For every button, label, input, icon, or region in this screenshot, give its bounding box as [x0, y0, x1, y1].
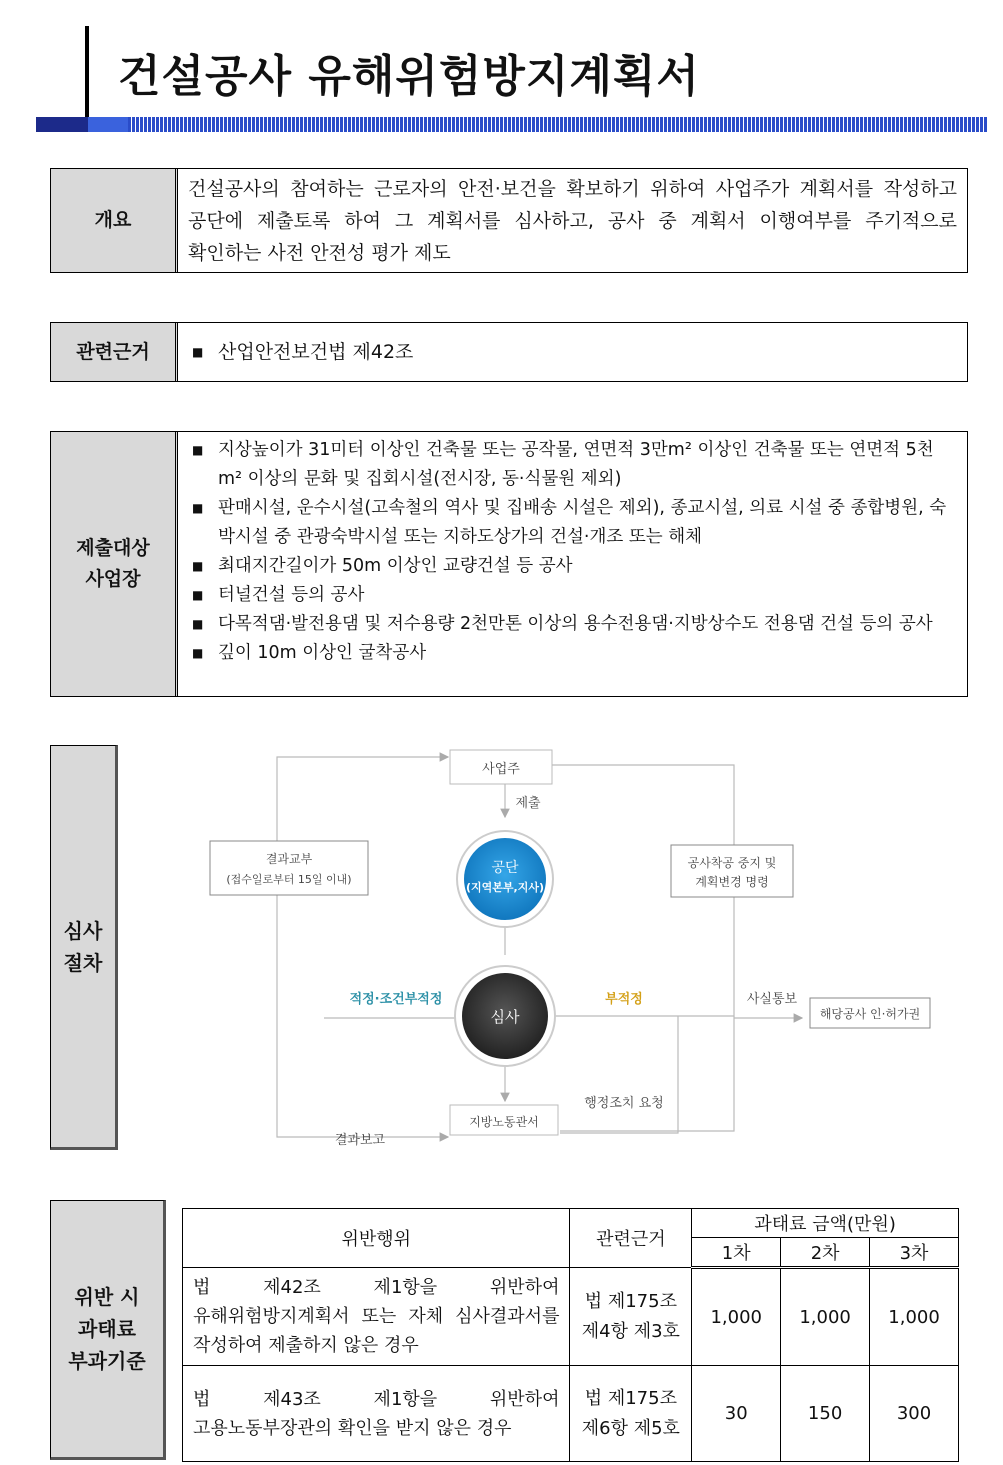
result-notice-box	[210, 841, 368, 895]
bullet-square-icon: ■	[192, 559, 204, 573]
overview-section	[50, 168, 968, 273]
bullet-square-icon: ■	[192, 501, 204, 515]
review-text: 심사	[490, 1008, 520, 1026]
penalty-label: 위반 시 과태료 부과기준	[50, 1200, 166, 1460]
permit-authority-text: 해당공사 인·허가권	[819, 1007, 921, 1021]
header-basis: 관련근거	[570, 1209, 692, 1268]
targets-label: 제출대상 사업장	[51, 432, 178, 696]
target-item: ■ 깊이 10m 이상인 굴착공사	[188, 639, 957, 668]
amount-second-cell: 150	[781, 1366, 870, 1462]
header-second: 2차	[781, 1238, 870, 1268]
basis-section	[50, 322, 968, 382]
table-row	[183, 1366, 959, 1462]
target-item: ■ 지상높이가 31미터 이상인 건축물 또는 공작물, 연면적 3만m² 이상인 건축물 또는 연면적 5천m² 이상의 문화 및 집회시설(전시장, 동·식물원 제외)	[188, 436, 957, 494]
admin-request-text: 행정조치 요청	[584, 1096, 664, 1111]
violation-cell: 법 제43조 제1항을 위반하여 고용노동부장관의 확인을 받지 않은 경우	[183, 1366, 570, 1462]
target-item: ■ 판매시설, 운수시설(고속철의 역사 및 집배송 시설은 제외), 종교시설, 의료 시설 중 종합병원, 숙박시설 중 관광숙박시설 또는 지하도상가의 건설·개조 또는 해체	[188, 494, 957, 552]
title-underline-strip	[36, 117, 988, 132]
bullet-square-icon: ■	[192, 443, 204, 457]
targets-section	[50, 431, 968, 697]
bullet-square-icon: ■	[192, 588, 204, 602]
overview-label: 개요	[51, 169, 178, 272]
target-item: ■ 다목적댐·발전용댐 및 저수용량 2천만톤 이상의 용수전용댐·지방상수도 전용댐 건설 등의 공사	[188, 610, 957, 639]
submit-text: 제출	[515, 796, 541, 811]
basis-cell: 법 제175조 제6항 제5호	[570, 1366, 692, 1462]
penalty-table	[182, 1208, 959, 1462]
employer-text: 사업주	[482, 762, 520, 777]
page-title: 건설공사 유해위험방지계획서	[118, 51, 700, 102]
stop-order-text: 공사착공 중지 및	[687, 856, 777, 870]
stop-order-subtext: 계획변경 명령	[695, 875, 769, 889]
amount-third-cell: 300	[870, 1366, 959, 1462]
result-notice-subtext: (접수일로부터 15일 이내)	[226, 873, 352, 886]
amount-first-cell: 1,000	[692, 1268, 781, 1366]
agency-circle	[464, 838, 546, 920]
inadequate-text: 부적정	[605, 992, 643, 1007]
violation-cell: 법 제42조 제1항을 위반하여 유해위험방지계획서 또는 자체 심사결과서를 작성하여 제출하지 않은 경우	[183, 1268, 570, 1366]
bullet-square-icon: ■	[192, 617, 204, 631]
header-amount: 과태료 금액(만원)	[692, 1209, 959, 1238]
fact-notice-text: 사실통보	[746, 992, 798, 1007]
header-first: 1차	[692, 1238, 781, 1268]
bullet-square-icon: ■	[192, 646, 204, 660]
agency-text: 공단	[491, 860, 519, 876]
basis-item: ■ 산업안전보건법 제42조	[188, 338, 413, 367]
header-third: 3차	[870, 1238, 959, 1268]
table-header-row	[183, 1209, 959, 1238]
amount-second-cell: 1,000	[781, 1268, 870, 1366]
targets-list	[178, 432, 967, 696]
stop-order-box	[671, 845, 793, 897]
amount-third-cell: 1,000	[870, 1268, 959, 1366]
flow-connectors	[277, 757, 802, 1137]
adequate-text: 적정·조건부적정	[349, 992, 443, 1007]
bullet-square-icon: ■	[192, 344, 204, 359]
basis-label: 관련근거	[51, 323, 178, 381]
header-violation: 위반행위	[183, 1209, 570, 1268]
basis-cell: 법 제175조 제4항 제3호	[570, 1268, 692, 1366]
target-item: ■ 최대지간길이가 50m 이상인 교량건설 등 공사	[188, 552, 957, 581]
result-notice-text: 결과교부	[265, 852, 313, 866]
result-report-text: 결과보고	[334, 1133, 386, 1148]
agency-subtext: (지역본부,지사)	[466, 881, 544, 894]
procedure-label: 심사 절차	[50, 745, 118, 1150]
procedure-flow-diagram	[200, 745, 960, 1155]
target-item: ■ 터널건설 등의 공사	[188, 581, 957, 610]
amount-first-cell: 30	[692, 1366, 781, 1462]
labor-office-text: 지방노동관서	[469, 1115, 539, 1129]
overview-text: 건설공사의 참여하는 근로자의 안전·보건을 확보하기 위하여 사업주가 계획서를 작성하고 공단에 제출토록 하여 그 계획서를 심사하고, 공사 중 계획서 이행여부를 주기적으로 확인하는 사전 안전성 평가 제도	[188, 178, 957, 264]
table-row	[183, 1268, 959, 1366]
